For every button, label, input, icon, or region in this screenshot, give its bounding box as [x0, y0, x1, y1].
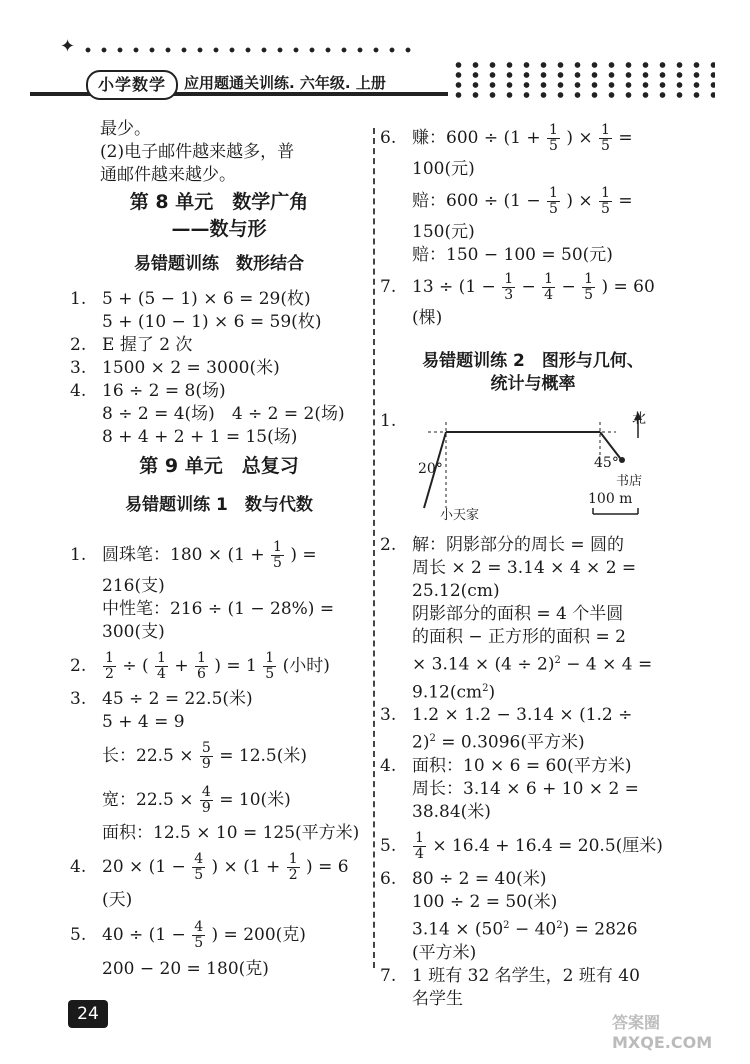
answer-text: (小时) [282, 656, 330, 676]
answer-line: 300(支) [102, 622, 165, 642]
answer-text: 40 ÷ (1 − [102, 925, 186, 945]
answer-line: 100 ÷ 2 = 50(米) [412, 891, 558, 912]
answer-text: 5 + (5 − 1) × 6 = 29(枚) [102, 289, 311, 309]
item-number: 2. [70, 656, 87, 676]
answer-line [380, 868, 678, 891]
answer-text: 宽：22.5 × [102, 790, 194, 810]
answer-line: 5 + (10 − 1) × 6 = 59(枚) [102, 312, 322, 332]
answer-line: 216(支) [102, 576, 165, 596]
answer-line [70, 334, 360, 357]
item-number: 3. [70, 689, 87, 709]
answer-line [380, 534, 678, 557]
answer-text: ) = [290, 545, 317, 565]
answer-line: 赔：150 − 100 = 50(元) [412, 245, 613, 265]
item-number: 1. [70, 545, 87, 565]
fraction: $\frac{1}{3}$ [504, 271, 514, 303]
fraction: $\frac{1}{2}$ [105, 650, 114, 682]
page-header [0, 0, 750, 110]
scale-label: 100 m [588, 491, 633, 507]
answer-line: 阴影部分的面积 = 4 个半圆 [412, 604, 624, 624]
text-line: 通邮件越来越少。 [100, 165, 236, 185]
bookstore-point [619, 457, 625, 463]
angle-label-20: 20° [418, 461, 443, 477]
series-badge: 小学数学 [86, 70, 178, 100]
answer-text: 45 ÷ 2 = 22.5(米) [102, 689, 253, 709]
answer-line [70, 845, 360, 889]
item-number: 6. [380, 868, 397, 889]
ink-splash-icon: ✦ [60, 36, 76, 57]
unit-8-subheading: ——数与形 [171, 218, 267, 240]
fraction: $\frac{1}{5}$ [549, 122, 558, 154]
answer-text: ) = 6 [306, 857, 349, 877]
fraction: $\frac{1}{5}$ [265, 650, 275, 682]
answer-line: 25.12(cm) [412, 581, 500, 601]
home-label: 小天家 [440, 508, 480, 523]
answer-line: 8 + 4 + 2 + 1 = 15(场) [102, 427, 298, 447]
item-number: 4. [70, 857, 87, 877]
fraction: $\frac{4}{9}$ [201, 784, 211, 816]
section-heading: 易错题训练 数形结合 [134, 254, 304, 274]
answer-text: 1 班有 32 名学生，2 班有 40 [412, 965, 640, 986]
answer-line: 面积：12.5 × 10 = 125(平方米) [102, 823, 360, 843]
answer-line: $9.12(cm^2)$ [412, 682, 496, 703]
fraction: $\frac{1}{5}$ [601, 122, 610, 154]
fraction: $\frac{1}{6}$ [197, 650, 206, 682]
answer-text: × 16.4 + 16.4 = 20.5(厘米) [432, 835, 663, 856]
answer-line: 150(元) [412, 222, 475, 242]
header-dot-grid [450, 60, 715, 100]
answer-text: 赔：600 ÷ (1 − [412, 191, 541, 211]
answer-line: $3.14 \times (50^2 - 40^2) = 2826$ [412, 919, 638, 940]
fraction: $\frac{4}{5}$ [194, 851, 204, 883]
fraction: $\frac{1}{2}$ [288, 851, 298, 883]
answer-line: 周长：3.14 × 6 + 10 × 2 = [412, 778, 639, 799]
answer-line [70, 535, 360, 575]
answer-text: E 握了 2 次 [102, 335, 193, 355]
answer-text: 1500 × 2 = 3000(米) [102, 358, 280, 378]
answer-line: 5 + 4 = 9 [102, 712, 185, 732]
answer-line [380, 267, 678, 307]
answer-line: 2)$^2$ = 0.3096(平方米) [412, 732, 585, 753]
answer-text: 13 ÷ (1 − [412, 277, 496, 297]
answer-line [78, 734, 360, 778]
answer-text: 赚：600 ÷ (1 + [412, 128, 541, 148]
bookstore-label: 书店 [616, 474, 643, 489]
answer-text: 80 ÷ 2 = 40(米) [412, 868, 547, 889]
answer-text: = [618, 191, 633, 211]
answer-line: × $3.14 \times (4 \div 2)^2 - 4 \times 4$ = [412, 654, 653, 675]
answer-line: 中性笔：216 ÷ (1 − 28%) = [102, 599, 335, 619]
answer-line: 周长 × 2 = 3.14 × 4 × 2 = [412, 558, 637, 578]
item-number: 7. [380, 965, 397, 986]
answer-line: 的面积 − 正方形的面积 = 2 [412, 627, 626, 647]
answer-line: 38.84(米) [412, 801, 491, 822]
text-line: (2)电子邮件越来越多，普 [100, 142, 295, 162]
map-figure [380, 408, 658, 526]
fraction: $\frac{1}{5}$ [549, 185, 558, 217]
fraction: $\frac{1}{4}$ [544, 271, 554, 303]
right-column [380, 118, 678, 1011]
answer-text: ) × [566, 128, 593, 148]
answer-line: (平方米) [412, 942, 477, 963]
answer-line: 名学生 [412, 988, 463, 1009]
section-heading: 易错题训练 2 图形与几何、 [422, 351, 644, 371]
answer-line [70, 688, 360, 711]
item-number: 5. [380, 835, 397, 856]
watermark: 答案圈 MXQE.COM [612, 1013, 713, 1052]
answer-line [380, 965, 678, 988]
answer-line [380, 755, 678, 778]
item-number: 4. [380, 755, 397, 776]
answer-line [78, 778, 360, 822]
answer-line [70, 912, 360, 958]
item-number: 3. [380, 705, 397, 726]
fraction: $\frac{1}{5}$ [584, 271, 594, 303]
column-divider [373, 128, 375, 968]
answer-text: ) = 60 [601, 277, 655, 297]
answer-text: 20 × (1 − [102, 857, 186, 877]
answer-line: 8 ÷ 2 = 4(场) 4 ÷ 2 = 2(场) [102, 404, 345, 424]
answer-text: ÷ ( [122, 656, 149, 676]
answer-text: 圆珠笔：180 × (1 + [102, 545, 265, 565]
answer-text: 面积：10 × 6 = 60(平方米) [412, 755, 632, 776]
answer-text: 16 ÷ 2 = 8(场) [102, 381, 226, 401]
answer-text: − [561, 277, 576, 297]
item-number: 5. [70, 925, 87, 945]
item-number: 4. [70, 381, 87, 401]
answer-line [70, 357, 360, 380]
item-number: 6. [380, 128, 397, 148]
angle-label-45: 45° [594, 455, 619, 471]
item-number: 2. [70, 335, 87, 355]
answer-line [388, 181, 678, 221]
answer-line: 200 − 20 = 180(克) [102, 959, 269, 979]
page-number: 24 [68, 1000, 108, 1028]
answer-line [380, 824, 678, 868]
answer-text: 长：22.5 × [102, 746, 194, 766]
answer-line: 100(元) [412, 159, 475, 179]
fraction: $\frac{4}{5}$ [194, 919, 204, 951]
left-column [70, 118, 360, 981]
answer-line [70, 288, 360, 311]
item-number: 2. [380, 535, 397, 555]
answer-line [380, 704, 678, 727]
item-number: 7. [380, 277, 397, 297]
book-title: 应用题通关训练. 六年级. 上册 [184, 74, 386, 92]
fraction: $\frac{1}{5}$ [601, 185, 610, 217]
section-subheading: 统计与概率 [490, 374, 576, 394]
answer-text: ) × [566, 191, 593, 211]
answer-line [380, 118, 678, 158]
text-line: 最少。 [100, 119, 151, 139]
answer-line [70, 380, 360, 403]
answer-text: + [174, 656, 189, 676]
section-heading: 易错题训练 1 数与代数 [125, 495, 313, 515]
answer-line: (天) [102, 890, 133, 910]
header-dot-row [80, 46, 420, 54]
fraction: $\frac{5}{9}$ [201, 740, 211, 772]
fraction: $\frac{1}{4}$ [415, 829, 424, 862]
unit-8-heading: 第 8 单元 数学广角 [129, 191, 309, 213]
item-number: 3. [70, 358, 87, 378]
item-number: 1. [380, 411, 397, 431]
answer-text: = 12.5(米) [219, 746, 307, 766]
answer-text: ) × (1 + [211, 857, 281, 877]
item-number: 1. [70, 289, 87, 309]
answer-line: (棵) [412, 308, 443, 328]
fraction: $\frac{1}{4}$ [157, 650, 166, 682]
unit-9-heading: 第 9 单元 总复习 [139, 455, 299, 477]
answer-text: = [618, 128, 633, 148]
answer-text: ) = 200(克) [211, 925, 306, 945]
answer-text: − [521, 277, 536, 297]
answer-text: 1.2 × 1.2 − 3.14 × (1.2 ÷ [412, 705, 633, 726]
answer-line [70, 644, 360, 688]
fraction: $\frac{1}{5}$ [273, 539, 282, 571]
north-label: 北 [632, 411, 646, 427]
answer-text: ) = 1 [214, 656, 257, 676]
answer-text: 解：阴影部分的周长 = 圆的 [412, 535, 625, 555]
answer-text: = 10(米) [219, 790, 291, 810]
